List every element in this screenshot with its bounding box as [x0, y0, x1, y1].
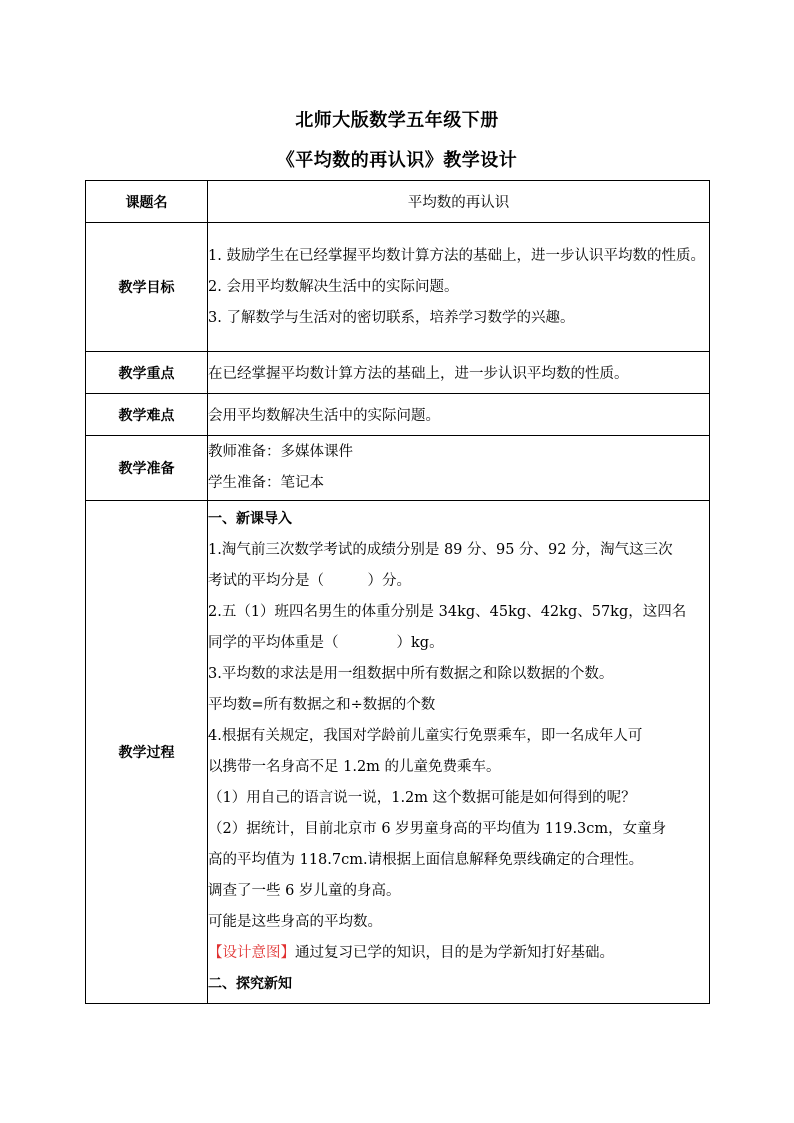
row-topic: [86, 181, 710, 223]
label-difficulties: 教学难点: [86, 394, 208, 436]
question-line: 3.平均数的求法是用一组数据中所有数据之和除以数据的个数。: [208, 666, 614, 682]
question-line: （2）据统计，目前北京市 6 岁男童身高的平均值为 119.3cm，女童身: [208, 821, 667, 837]
label-key-points: 教学重点: [86, 352, 208, 394]
question-line: 同学的平均体重是（ ）kg。: [208, 635, 444, 651]
label-preparation: 教学准备: [86, 436, 208, 501]
row-key-points: [86, 352, 710, 394]
value-process: [208, 501, 710, 1004]
value-difficulties: 会用平均数解决生活中的实际问题。: [208, 394, 710, 436]
label-topic: 课题名: [86, 181, 208, 223]
label-process: 教学过程: [86, 501, 208, 1004]
prep-line: 学生准备：笔记本: [208, 475, 324, 491]
answer-line: 可能是这些身高的平均数。: [208, 914, 382, 930]
label-goals: 教学目标: [86, 223, 208, 352]
question-line: 考试的平均分是（ ）分。: [208, 573, 411, 589]
goal-line: 3. 了解数学与生活对的密切联系，培养学习数学的兴趣。: [208, 309, 575, 326]
question-line: 高的平均值为 118.7cm.请根据上面信息解释免票线确定的合理性。: [208, 852, 644, 868]
design-intent: [208, 938, 709, 969]
lesson-plan-table: [85, 180, 710, 1004]
row-process: [86, 501, 710, 1004]
question-line: 2.五（1）班四名男生的体重分别是 34kg、45kg、42kg、57kg，这四名: [208, 604, 687, 620]
value-goals: [208, 223, 710, 352]
design-intent-text: 通过复习已学的知识，目的是为学新知打好基础。: [295, 945, 614, 961]
question-line: 1.淘气前三次数学考试的成绩分别是 89 分、95 分、92 分，淘气这三次: [208, 542, 673, 558]
section-heading: 二、探究新知: [208, 976, 292, 992]
design-intent-tag: 【设计意图】: [208, 945, 295, 961]
document-subtitle: 《平均数的再认识》教学设计: [276, 150, 518, 171]
question-line: （1）用自己的语言说一说，1.2m 这个数据可能是如何得到的呢？: [208, 790, 636, 806]
row-difficulties: [86, 394, 710, 436]
row-goals: [86, 223, 710, 352]
value-topic: 平均数的再认识: [208, 181, 710, 223]
question-line: 以携带一名身高不足 1.2m 的儿童免费乘车。: [208, 759, 501, 775]
formula-line: 平均数=所有数据之和÷数据的个数: [208, 697, 436, 713]
prep-line: 教师准备：多媒体课件: [208, 444, 353, 460]
answer-line: 调查了一些 6 岁儿童的身高。: [208, 883, 401, 899]
question-line: 4.根据有关规定，我国对学龄前儿童实行免票乘车，即一名成年人可: [208, 728, 643, 744]
goal-line: 1. 鼓励学生在已经掌握平均数计算方法的基础上，进一步认识平均数的性质。: [208, 247, 705, 264]
value-preparation: [208, 436, 710, 501]
value-key-points: 在已经掌握平均数计算方法的基础上，进一步认识平均数的性质。: [208, 352, 710, 394]
section-heading: 一、新课导入: [208, 511, 292, 527]
row-preparation: [86, 436, 710, 501]
goal-line: 2. 会用平均数解决生活中的实际问题。: [208, 278, 459, 295]
document-title: 北师大版数学五年级下册: [295, 110, 499, 131]
